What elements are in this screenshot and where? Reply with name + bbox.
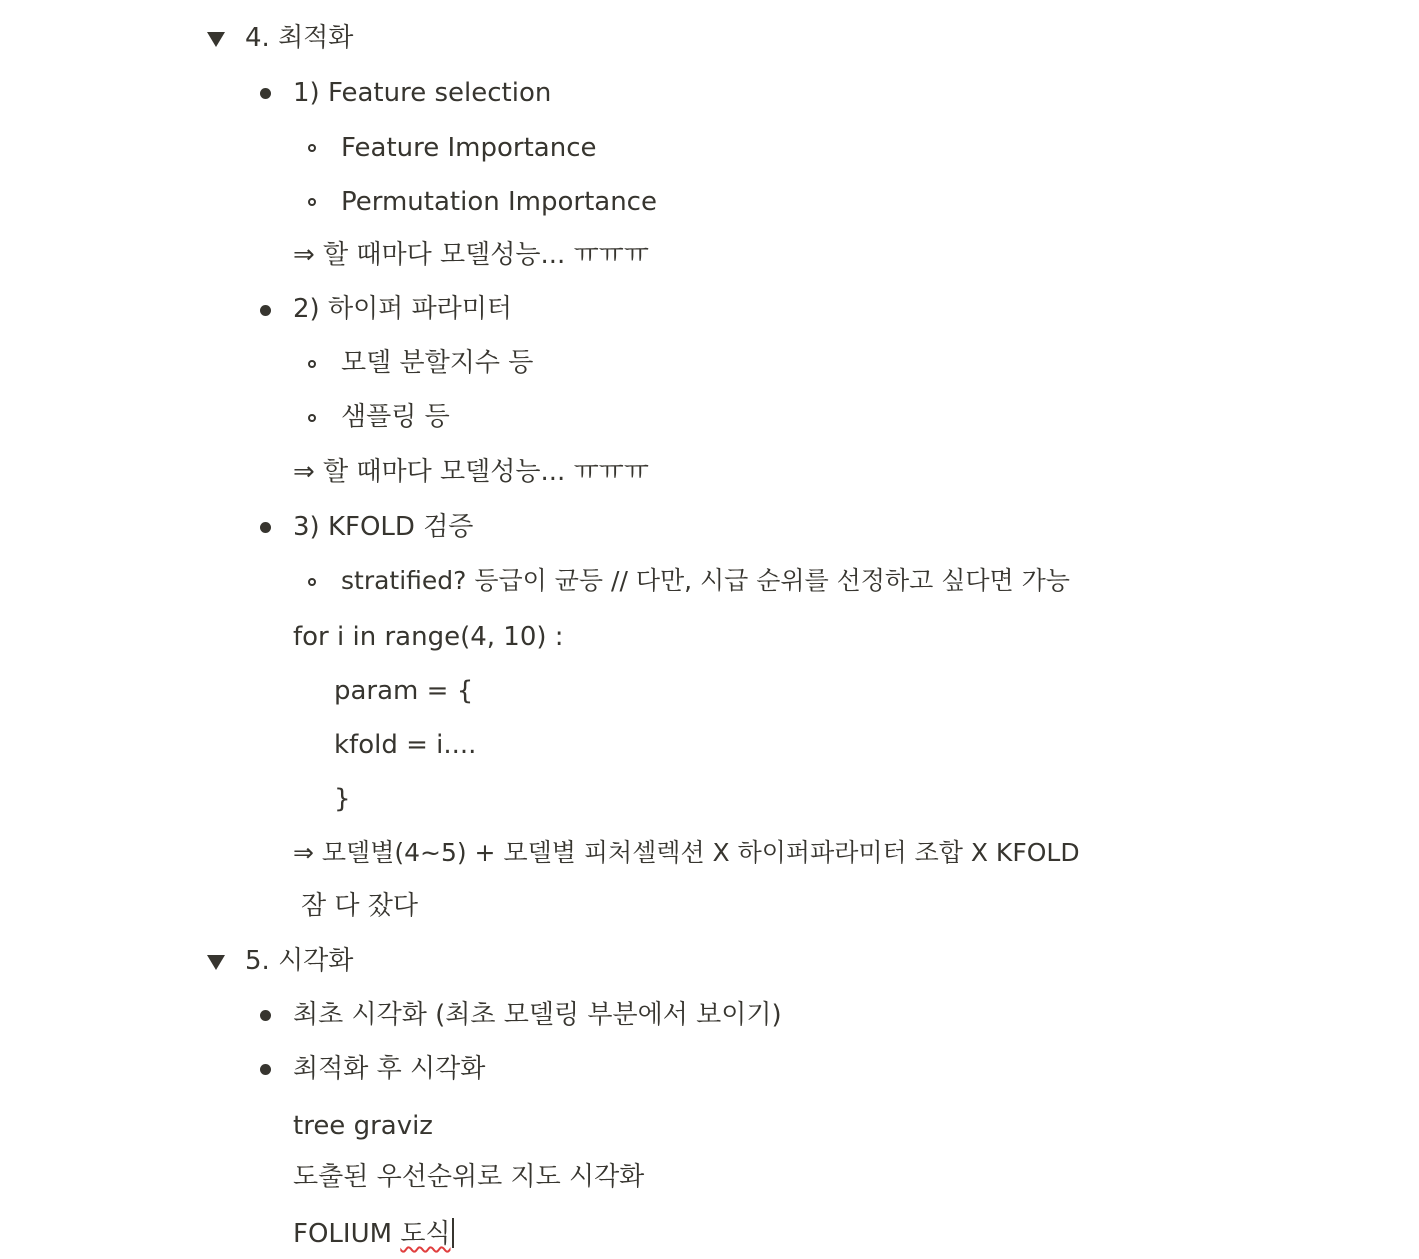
list-item[interactable]: 1) Feature selection bbox=[293, 78, 552, 108]
code-line[interactable]: } bbox=[334, 784, 351, 814]
toggle-icon[interactable] bbox=[207, 32, 225, 47]
circle-bullet-icon bbox=[308, 360, 316, 368]
sub-list-item[interactable]: stratified? 등급이 균등 // 다만, 시급 순위를 선정하고 싶다면 가능 bbox=[341, 566, 1070, 595]
plain-text[interactable]: tree graviz bbox=[293, 1111, 433, 1141]
text-cursor bbox=[452, 1218, 454, 1248]
circle-bullet-icon bbox=[308, 414, 316, 422]
plain-text[interactable]: 도출된 우선순위로 지도 시각화 bbox=[293, 1162, 645, 1192]
list-item[interactable]: 2) 하이퍼 파라미터 bbox=[293, 294, 513, 324]
section-heading: 5. 시각화 bbox=[245, 946, 354, 976]
bullet-icon bbox=[260, 305, 271, 316]
bullet-icon bbox=[260, 1010, 271, 1021]
bullet-icon bbox=[260, 1064, 271, 1075]
code-line[interactable]: param = { bbox=[334, 676, 474, 706]
note-text[interactable]: ⇒ 할 때마다 모델성능... ㅠㅠㅠ bbox=[293, 457, 649, 487]
note-text[interactable]: ⇒ 할 때마다 모델성능... ㅠㅠㅠ bbox=[293, 240, 649, 270]
bullet-icon bbox=[260, 522, 271, 533]
last-line-prefix: FOLIUM bbox=[293, 1219, 401, 1249]
toggle-icon[interactable] bbox=[207, 955, 225, 970]
bullet-icon bbox=[260, 88, 271, 99]
list-item[interactable]: 3) KFOLD 검증 bbox=[293, 512, 474, 542]
circle-bullet-icon bbox=[308, 144, 316, 152]
circle-bullet-icon bbox=[308, 198, 316, 206]
editing-line[interactable] bbox=[293, 1217, 454, 1251]
code-line[interactable]: kfold = i.... bbox=[334, 730, 477, 760]
list-item[interactable]: 최적화 후 시각화 bbox=[293, 1054, 486, 1084]
section-heading: 4. 최적화 bbox=[245, 23, 354, 53]
summary-text[interactable]: ⇒ 모델별(4~5) + 모델별 피처셀렉션 X 하이퍼파라미터 조합 X KFOLD bbox=[293, 838, 1080, 867]
code-line[interactable]: for i in range(4, 10) : bbox=[293, 622, 564, 652]
list-item[interactable]: 최초 시각화 (최초 모델링 부분에서 보이기) bbox=[293, 1000, 782, 1030]
sub-list-item[interactable]: Feature Importance bbox=[341, 133, 597, 163]
sub-list-item[interactable]: 샘플링 등 bbox=[341, 402, 450, 432]
sub-list-item[interactable]: 모델 분할지수 등 bbox=[341, 348, 534, 378]
sub-list-item[interactable]: Permutation Importance bbox=[341, 187, 657, 217]
circle-bullet-icon bbox=[308, 578, 316, 586]
closing-text[interactable]: 잠 다 잤다 bbox=[301, 891, 418, 921]
misspelled-word[interactable]: 도식 bbox=[400, 1219, 451, 1249]
